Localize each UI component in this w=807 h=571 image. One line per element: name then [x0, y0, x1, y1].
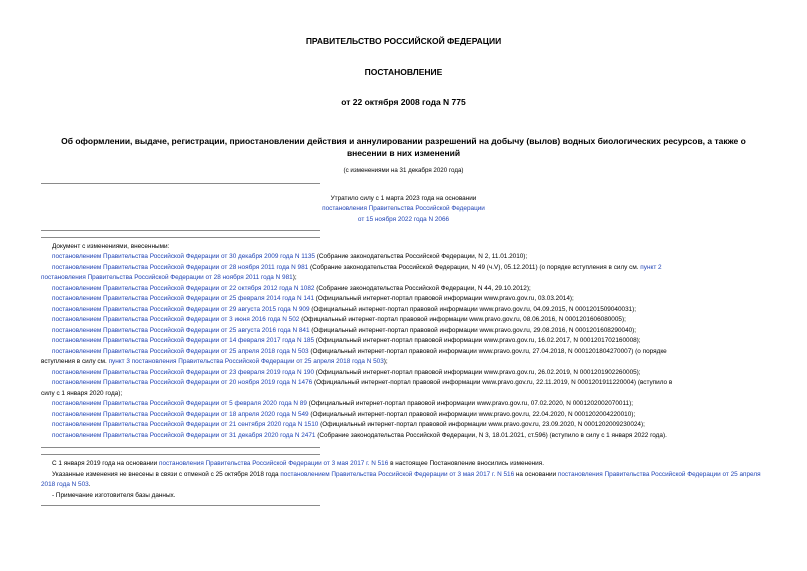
amendment-link[interactable]: постановления Правительства Российской Федерации от 28 ноября 2011 года N 981 — [41, 274, 293, 281]
amendment-link[interactable]: постановлением Правительства Российской Федерации от 20 ноября 2019 года N 1476 — [52, 379, 313, 386]
amendment-link[interactable]: постановлением Правительства Российской Федерации от 21 сентября 2020 года N 1510 — [52, 421, 319, 428]
divider — [41, 230, 320, 231]
divider — [41, 454, 320, 455]
amendment-item: постановлением Правительства Российской Федерации от 25 апреля 2018 года N 503 (Официальный интернет-портал правовой информации www.pravo.gov.ru, 27.04.2018, N 0001201804270007) (о порядке — [52, 348, 667, 355]
amendments-intro: Документ с изменениями, внесенными: — [52, 243, 170, 250]
divider — [41, 183, 320, 184]
amendment-link[interactable]: постановлением Правительства Российской Федерации от 29 августа 2015 года N 909 — [52, 306, 310, 313]
amendment-item: постановлением Правительства Российской Федерации от 20 ноября 2019 года N 1476 (Официальный интернет-портал правовой информации www.pravo.gov.ru, 22.11.2019, N 0001201911220004) (вступило в — [52, 379, 673, 386]
document-title-line1: Об оформлении, выдаче, регистрации, приостановлении действия и аннулировании разрешений на добычу (вылов) водных биологических ресурсов, а также о — [61, 136, 746, 146]
amendment-link[interactable]: постановлением Правительства Российской Федерации от 30 декабря 2009 года N 1135 — [52, 253, 315, 260]
note-link[interactable]: постановлением Правительства Российской Федерации от 3 мая 2017 г. N 516 — [280, 471, 515, 478]
amendment-link[interactable]: постановлением Правительства Российской Федерации от 14 февраля 2017 года N 185 — [52, 337, 315, 344]
note-link[interactable]: постановления Правительства Российской Федерации от 3 мая 2017 г. N 516 — [158, 460, 389, 467]
expired-text: Утратило силу с 1 марта 2023 года на основании — [330, 195, 477, 202]
amendment-item: постановлением Правительства Российской Федерации от 30 декабря 2009 года N 1135 (Собрание законодательства Российской Федерации, N 2, 11.01.2010); — [52, 253, 528, 260]
amendment-link[interactable]: постановлением Правительства Российской Федерации от 18 апреля 2020 года N 549 — [52, 411, 309, 418]
amendment-item: постановлением Правительства Российской Федерации от 28 ноября 2011 года N 981 (Собрание законодательства Российской Федерации, N 49 (ч.V), 05.12.2011) (о порядке вступления в силу см. пункт 2 — [52, 264, 662, 271]
note-link[interactable]: постановления Правительства Российской Федерации от 25 апреля 2018 года N 503 — [41, 471, 761, 489]
note-1: С 1 января 2019 года на основании постановления Правительства Российской Федерации от 3 мая 2017 г. N 516 в настоящее Постановление вносились изменения. — [52, 460, 544, 467]
note-2: Указанные изменения не внесены в связи с отменой с 25 октября 2018 года постановлением Правительства Российской Федерации от 3 мая 2017 г. N 516 на основании постановления Правительства Российской Федерации от 25 апреля 2018 года N 503. — [41, 471, 761, 489]
divider — [41, 237, 320, 238]
amendment-link[interactable]: постановлением Правительства Российской Федерации от 23 февраля 2019 года N 190 — [52, 369, 315, 376]
document-type: ПОСТАНОВЛЕНИЕ — [364, 67, 443, 77]
amendment-link[interactable]: постановлением Правительства Российской Федерации от 3 июня 2016 года N 502 — [52, 316, 300, 323]
amendment-item: постановлением Правительства Российской Федерации от 5 февраля 2020 года N 89 (Официальный интернет-портал правовой информации www.pravo.gov.ru, 07.02.2020, N 0001202002070011); — [52, 400, 633, 407]
amendment-item: постановлением Правительства Российской Федерации от 31 декабря 2020 года N 2471 (Собрание законодательства Российской Федерации, N 3, 18.01.2021, ст.596) (вступило в силу с 1 января 2022 года). — [52, 432, 667, 439]
amendment-item: постановлением Правительства Российской Федерации от 18 апреля 2020 года N 549 (Официальный интернет-портал правовой информации www.pravo.gov.ru, 22.04.2020, N 0001202004220010); — [52, 411, 636, 418]
edition-note: (с изменениями на 31 декабря 2020 года) — [343, 167, 464, 174]
divider — [41, 505, 320, 506]
amendment-item: постановлением Правительства Российской Федерации от 23 февраля 2019 года N 190 (Официальный интернет-портал правовой информации www.pravo.gov.ru, 26.02.2019, N 0001201902260005); — [52, 369, 641, 376]
amendment-item: постановлением Правительства Российской Федерации от 25 февраля 2014 года N 141 (Официальный интернет-портал правовой информации www.pravo.gov.ru, 03.03.2014); — [52, 295, 574, 302]
expired-link-line1[interactable]: постановления Правительства Российской Федерации — [322, 205, 485, 213]
amendment-link[interactable]: постановлением Правительства Российской Федерации от 31 декабря 2020 года N 2471 — [52, 432, 316, 439]
government-heading: ПРАВИТЕЛЬСТВО РОССИЙСКОЙ ФЕДЕРАЦИИ — [305, 36, 502, 46]
amendment-item-cont: силу с 1 января 2020 года); — [41, 390, 123, 397]
amendment-item-cont: вступления в силу см. пункт 3 постановления Правительства Российской Федерации от 25 апреля 2018 года N 503); — [41, 358, 388, 365]
divider — [41, 447, 320, 448]
amendment-item-cont: постановления Правительства Российской Федерации от 28 ноября 2011 года N 981); — [41, 274, 297, 281]
expired-notice — [0, 194, 807, 225]
amendment-link[interactable]: постановлением Правительства Российской Федерации от 5 февраля 2020 года N 89 — [52, 400, 307, 407]
amendment-link[interactable]: постановлением Правительства Российской Федерации от 25 апреля 2018 года N 503 — [52, 348, 309, 355]
amendment-link[interactable]: постановлением Правительства Российской Федерации от 22 октября 2012 года N 1082 — [52, 285, 315, 292]
amendment-link[interactable]: пункт 3 постановления Правительства Российской Федерации от 25 апреля 2018 года N 503 — [108, 358, 384, 365]
amendment-item: постановлением Правительства Российской Федерации от 29 августа 2015 года N 909 (Официальный интернет-портал правовой информации www.pravo.gov.ru, 04.09.2015, N 0001201509040031); — [52, 306, 637, 313]
amendment-item: постановлением Правительства Российской Федерации от 21 сентября 2020 года N 1510 (Официальный интернет-портал правовой информации www.pravo.gov.ru, 23.09.2020, N 0001202009230024); — [52, 421, 645, 428]
document-title-line2: внесении в них изменений — [346, 148, 461, 158]
amendment-link[interactable]: постановлением Правительства Российской Федерации от 25 февраля 2014 года N 141 — [52, 295, 315, 302]
amendment-item: постановлением Правительства Российской Федерации от 14 февраля 2017 года N 185 (Официальный интернет-портал правовой информации www.pravo.gov.ru, 16.02.2017, N 0001201702160008); — [52, 337, 641, 344]
amendment-item: постановлением Правительства Российской Федерации от 22 октября 2012 года N 1082 (Собрание законодательства Российской Федерации, N 44, 29.10.2012); — [52, 285, 531, 292]
amendment-link[interactable]: пункт 2 — [640, 264, 662, 271]
amendment-item: постановлением Правительства Российской Федерации от 25 августа 2016 года N 841 (Официальный интернет-портал правовой информации www.pravo.gov.ru, 29.08.2016, N 0001201608290040); — [52, 327, 637, 334]
document-date-number: от 22 октября 2008 года N 775 — [341, 97, 466, 107]
amendment-link[interactable]: постановлением Правительства Российской Федерации от 28 ноября 2011 года N 981 — [52, 264, 309, 271]
amendment-item: постановлением Правительства Российской Федерации от 3 июня 2016 года N 502 (Официальный интернет-портал правовой информации www.pravo.gov.ru, 08.06.2016, N 0001201606080005); — [52, 316, 626, 323]
expired-link-line2[interactable]: от 15 ноября 2022 года N 2066 — [357, 215, 450, 223]
amendment-link[interactable]: постановлением Правительства Российской Федерации от 25 августа 2016 года N 841 — [52, 327, 310, 334]
note-3: - Примечание изготовителя базы данных. — [52, 492, 176, 499]
